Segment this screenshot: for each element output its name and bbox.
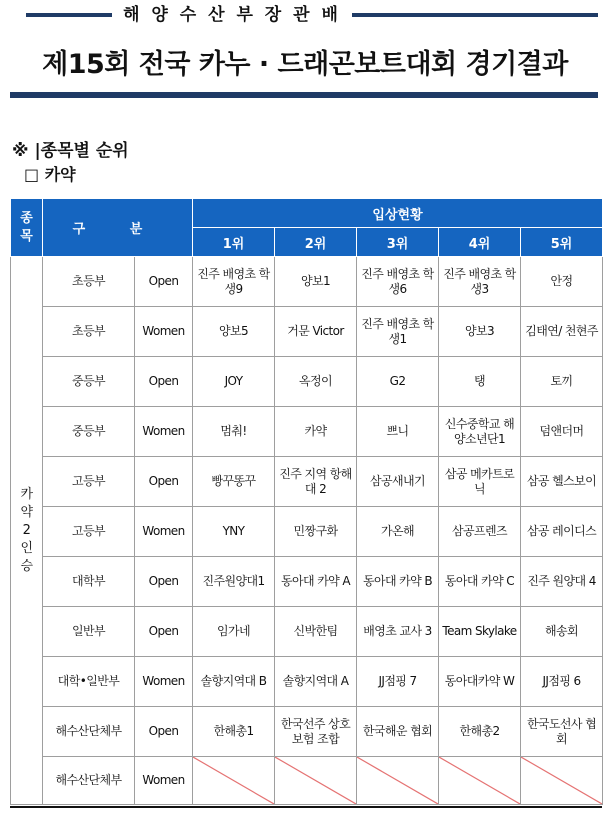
rank-cell: 동아대 카약 C xyxy=(439,557,521,607)
event-cell: 카약 2인승 xyxy=(11,257,43,805)
table-row xyxy=(11,257,603,307)
rank-cell: 진주 지역 항해대 2 xyxy=(275,457,357,507)
sponsor-banner xyxy=(12,4,600,26)
rank-cell: 멈춰! xyxy=(193,407,275,457)
gender-cell: Open xyxy=(135,557,193,607)
table-row xyxy=(11,557,603,607)
division-cell: 고등부 xyxy=(43,457,135,507)
division-cell: 중등부 xyxy=(43,407,135,457)
header-rank-4: 4위 xyxy=(439,228,521,257)
rank-cell: 동아대 카약 B xyxy=(357,557,439,607)
rank-cell: 진주 원양대 4 xyxy=(521,557,603,607)
rank-cell: 신박한팀 xyxy=(275,607,357,657)
division-cell: 고등부 xyxy=(43,507,135,557)
rank-cell: 안정 xyxy=(521,257,603,307)
gender-cell: Women xyxy=(135,307,193,357)
rank-cell: 빵꾸똥꾸 xyxy=(193,457,275,507)
rank-cell: G2 xyxy=(357,357,439,407)
rank-cell: 임가네 xyxy=(193,607,275,657)
rank-cell: JJ점핑 7 xyxy=(357,657,439,707)
rank-cell: 양보5 xyxy=(193,307,275,357)
rank-cell: 삼공 레이디스 xyxy=(521,507,603,557)
division-cell: 중등부 xyxy=(43,357,135,407)
header-rank-2: 2위 xyxy=(275,228,357,257)
table-row xyxy=(11,457,603,507)
rank-cell: 한국선주 상호보험 조합 xyxy=(275,707,357,757)
results-table xyxy=(10,198,603,805)
gender-cell: Women xyxy=(135,657,193,707)
rank-cell: 동아대카약 W xyxy=(439,657,521,707)
rank-cell: YNY xyxy=(193,507,275,557)
rank-cell: 카약 xyxy=(275,407,357,457)
rank-cell: 솔향지역대 A xyxy=(275,657,357,707)
rank-cell: 삼공 헬스보이 xyxy=(521,457,603,507)
gender-cell: Open xyxy=(135,607,193,657)
rank-cell: Team Skylake xyxy=(439,607,521,657)
rank-cell: 삼공 메카트로닉 xyxy=(439,457,521,507)
division-cell: 초등부 xyxy=(43,307,135,357)
category-heading: □ 카약 xyxy=(24,165,76,184)
table-row xyxy=(11,657,603,707)
rank-cell: 거문 Victor xyxy=(275,307,357,357)
division-cell: 대학•일반부 xyxy=(43,657,135,707)
table-row xyxy=(11,407,603,457)
division-cell: 일반부 xyxy=(43,607,135,657)
header-rank-3: 3위 xyxy=(357,228,439,257)
rank-cell: 토끼 xyxy=(521,357,603,407)
gender-cell: Open xyxy=(135,457,193,507)
rank-cell: 신수중학교 해양소년단1 xyxy=(439,407,521,457)
header-rank-5: 5위 xyxy=(521,228,603,257)
rank-cell: 진주 배영초 학생6 xyxy=(357,257,439,307)
gender-cell: Women xyxy=(135,507,193,557)
division-cell: 초등부 xyxy=(43,257,135,307)
rank-cell: 쁘니 xyxy=(357,407,439,457)
gender-cell: Women xyxy=(135,757,193,805)
table-row xyxy=(11,357,603,407)
table-row xyxy=(11,507,603,557)
rank-cell: 한국도선사 협회 xyxy=(521,707,603,757)
gender-cell: Women xyxy=(135,407,193,457)
rank-cell: 양보3 xyxy=(439,307,521,357)
rank-cell: 진주 배영초 학생3 xyxy=(439,257,521,307)
gender-cell: Open xyxy=(135,257,193,307)
rank-cell: 배영초 교사 3 xyxy=(357,607,439,657)
rank-cell: 김태연/ 천현주 xyxy=(521,307,603,357)
table-row xyxy=(11,707,603,757)
rank-cell: 진주 배영초 학생1 xyxy=(357,307,439,357)
rank-cell: 한해총1 xyxy=(193,707,275,757)
division-cell: 대학부 xyxy=(43,557,135,607)
rank-cell: 양보1 xyxy=(275,257,357,307)
header-division: 구 분 xyxy=(43,199,193,257)
division-cell: 해수산단체부 xyxy=(43,707,135,757)
rank-cell: JOY xyxy=(193,357,275,407)
rank-cell: 삼공새내기 xyxy=(357,457,439,507)
empty-rank-cell xyxy=(357,757,439,805)
rank-cell: 진주 배영초 학생9 xyxy=(193,257,275,307)
header-ranking: 입상현황 xyxy=(193,199,603,228)
rank-cell: 민짱구화 xyxy=(275,507,357,557)
table-row xyxy=(11,607,603,657)
rank-cell: JJ점핑 6 xyxy=(521,657,603,707)
header-rank-1: 1위 xyxy=(193,228,275,257)
title-divider xyxy=(10,92,598,98)
table-row xyxy=(11,757,603,805)
rank-cell: 진주원양대1 xyxy=(193,557,275,607)
rank-cell: 해송회 xyxy=(521,607,603,657)
rank-cell: 솔향지역대 B xyxy=(193,657,275,707)
empty-rank-cell xyxy=(275,757,357,805)
sponsor-text: 해 양 수 산 부 장 관 배 xyxy=(123,5,341,25)
gender-cell: Open xyxy=(135,707,193,757)
rank-cell: 탱 xyxy=(439,357,521,407)
banner-line-left xyxy=(26,13,112,17)
header-event: 종목 xyxy=(11,199,43,257)
rank-cell: 가온해 xyxy=(357,507,439,557)
rank-cell: 옥정이 xyxy=(275,357,357,407)
rank-cell: 한국해운 협회 xyxy=(357,707,439,757)
rank-cell: 덤앤더머 xyxy=(521,407,603,457)
section-heading: ※ |종목별 순위 xyxy=(12,141,129,161)
page-title: 제15회 전국 카누 · 드래곤보트대회 경기결과 xyxy=(42,49,568,80)
rank-cell: 동아대 카약 A xyxy=(275,557,357,607)
banner-line-right xyxy=(352,13,598,17)
rank-cell: 한해총2 xyxy=(439,707,521,757)
division-cell: 해수산단체부 xyxy=(43,757,135,805)
empty-rank-cell xyxy=(193,757,275,805)
table-bottom-rule xyxy=(10,806,602,808)
empty-rank-cell xyxy=(521,757,603,805)
gender-cell: Open xyxy=(135,357,193,407)
table-row xyxy=(11,307,603,357)
empty-rank-cell xyxy=(439,757,521,805)
rank-cell: 삼공프렌즈 xyxy=(439,507,521,557)
